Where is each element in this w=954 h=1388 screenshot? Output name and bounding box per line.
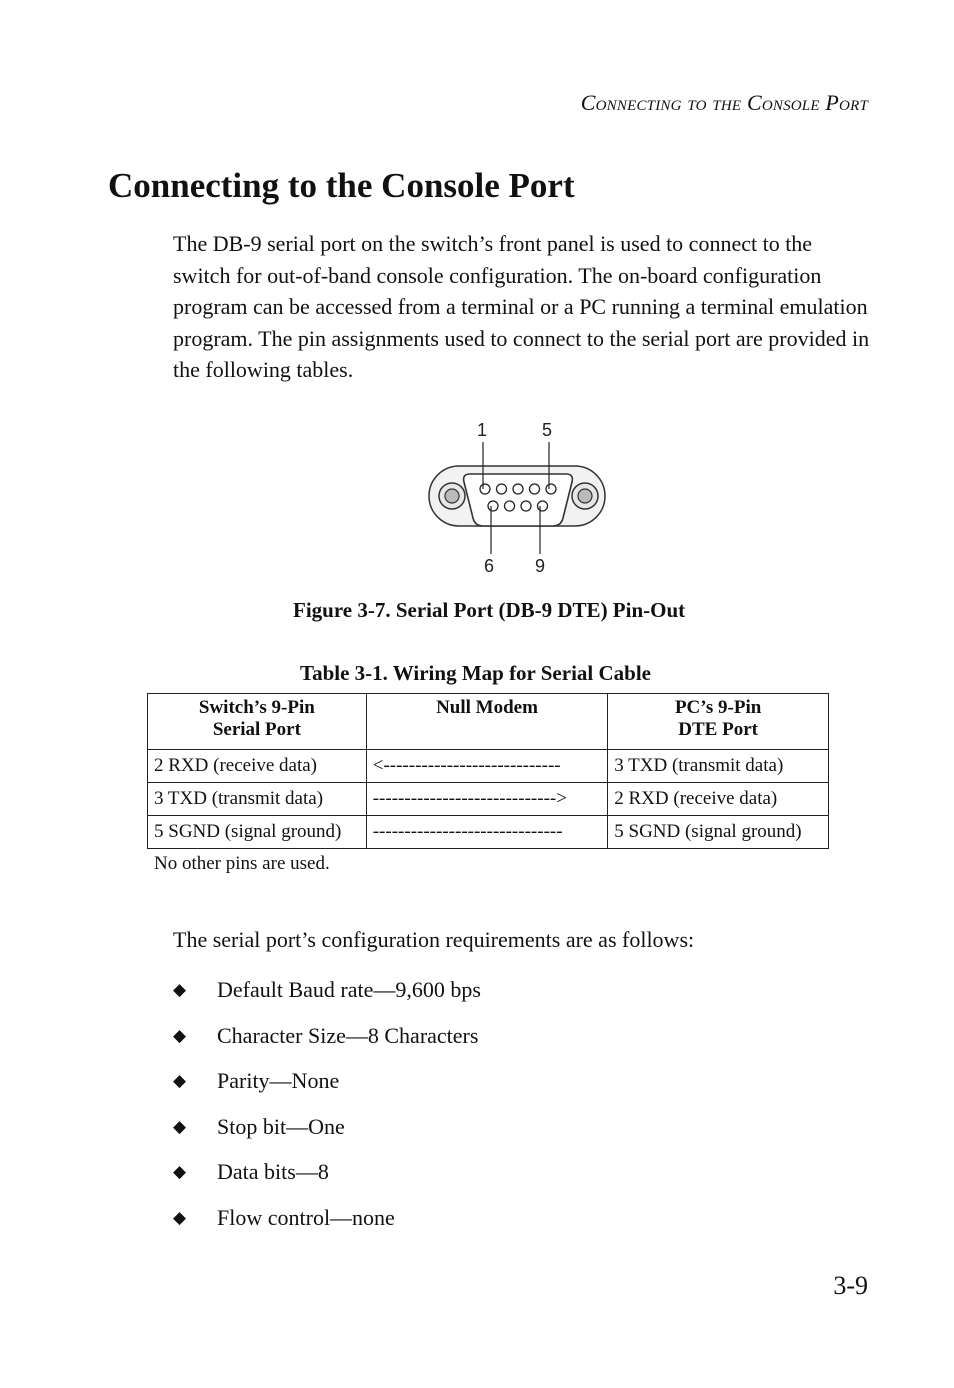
pin-7 [505, 501, 515, 511]
list-item-text: Stop bit—One [217, 1113, 345, 1139]
pin-label-9: 9 [534, 556, 546, 576]
pin-3 [513, 484, 523, 494]
db9-connector-diagram [420, 414, 620, 584]
table-cell: -----------------------------> [366, 783, 608, 816]
header-line: Serial Port [212, 719, 301, 740]
pin-1 [480, 484, 490, 494]
pin-9 [538, 501, 548, 511]
config-list [173, 975, 481, 1249]
list-item [173, 1066, 481, 1112]
db9-pinout-figure [420, 414, 620, 584]
table-cell: 3 TXD (transmit data) [148, 783, 367, 816]
intro-paragraph: The DB-9 serial port on the switch’s front panel is used to connect to the switch for out-of-band console configuration. The on-board configuration program can be accessed from a terminal or a PC running a terminal emulation program. The pin assignments used to connect to the serial port are provided in the following tables. [173, 231, 870, 382]
table-cell: <---------------------------- [366, 750, 608, 783]
diamond-bullet-icon: ◆ [173, 1162, 187, 1183]
list-item [173, 1203, 481, 1249]
diamond-bullet-icon: ◆ [173, 1071, 187, 1092]
list-item-text: Flow control—none [217, 1204, 395, 1230]
page-title: Connecting to the Console Port [108, 166, 575, 205]
list-item-text: Parity—None [217, 1068, 340, 1094]
table-caption: Table 3-1. Wiring Map for Serial Cable [300, 661, 651, 685]
table-cell: 5 SGND (signal ground) [608, 816, 829, 849]
header-line: PC’s 9-Pin [674, 697, 762, 718]
table-cell: 3 TXD (transmit data) [608, 750, 829, 783]
list-item-text: Default Baud rate—9,600 bps [217, 977, 481, 1002]
table-header-row [148, 694, 829, 750]
table-row [148, 816, 829, 849]
header-pc-port [608, 694, 829, 750]
table-cell: 2 RXD (receive data) [148, 750, 367, 783]
header-line: Null Modem [436, 697, 538, 718]
list-item [173, 1157, 481, 1203]
diamond-bullet-icon: ◆ [173, 1116, 187, 1137]
list-item-text: Character Size—8 Characters [217, 1022, 479, 1048]
pin-5 [546, 484, 556, 494]
figure-caption: Figure 3-7. Serial Port (DB-9 DTE) Pin-Out [293, 598, 686, 622]
table-cell: 2 RXD (receive data) [608, 783, 829, 816]
header-line: DTE Port [678, 719, 758, 740]
diamond-bullet-icon: ◆ [173, 1207, 187, 1228]
pin-label-6: 6 [483, 556, 495, 576]
table-cell: 5 SGND (signal ground) [148, 816, 367, 849]
diamond-bullet-icon: ◆ [173, 1025, 187, 1046]
table-cell: ------------------------------ [366, 816, 608, 849]
pin-8 [521, 501, 531, 511]
config-intro: The serial port’s configuration requirements are as follows: [173, 927, 695, 952]
table-row [148, 783, 829, 816]
header-null-modem [366, 694, 608, 750]
list-item-text: Data bits—8 [217, 1159, 329, 1185]
pin-label-1: 1 [476, 420, 488, 440]
list-item [173, 975, 481, 1021]
running-header: Connecting to the Console Port [580, 90, 868, 115]
wiring-map-table [147, 693, 829, 849]
table-note: No other pins are used. [154, 853, 330, 874]
pin-6 [488, 501, 498, 511]
connector-face [464, 474, 573, 526]
table-row [148, 750, 829, 783]
pin-label-5: 5 [541, 420, 553, 440]
list-item [173, 1021, 481, 1067]
page-number: 3-9 [833, 1271, 868, 1300]
pin-2 [497, 484, 507, 494]
list-item [173, 1112, 481, 1158]
pin-4 [530, 484, 540, 494]
left-screw-inner [445, 489, 459, 503]
diamond-bullet-icon: ◆ [173, 980, 187, 1000]
header-line: Switch’s 9-Pin [198, 697, 315, 718]
header-switch-port [148, 694, 367, 750]
right-screw-inner [578, 489, 592, 503]
